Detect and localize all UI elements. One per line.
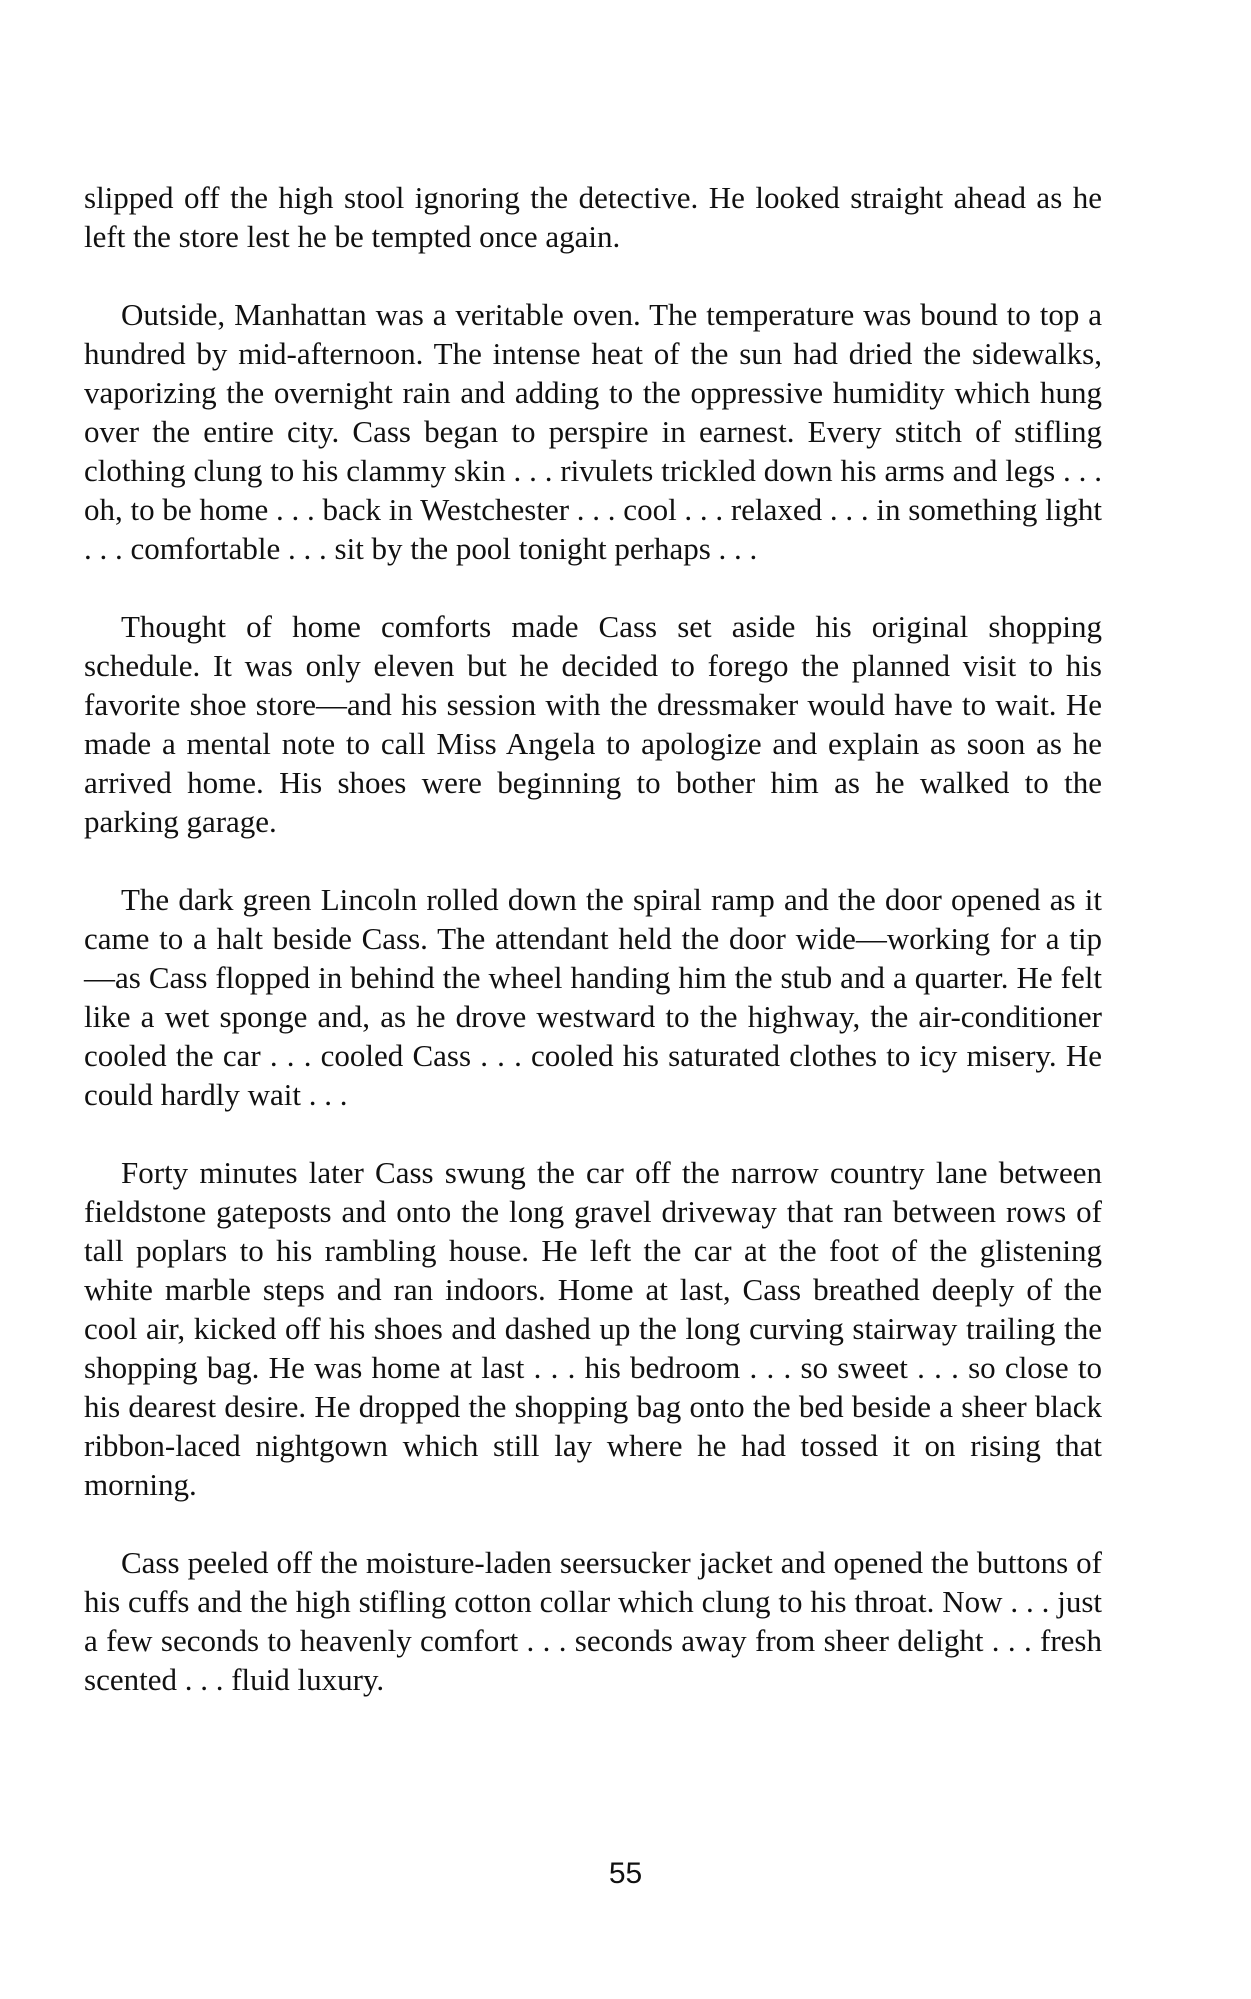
- body-text: [84, 178, 1102, 1738]
- paragraph-seersucker: Cass peeled off the moisture-laden seersucker jacket and opened the buttons of his cuffs and the high stifling cotton collar which clung to his throat. Now . . . just a few seconds to heavenly comfort . . . seconds away from sheer delight . . . fresh scented . . . fluid luxury.: [84, 1545, 1102, 1697]
- paragraph-home-comforts: Thought of home comforts made Cass set aside his original shopping schedule. It was only eleven but he decided to forego the planned visit to his favorite shoe store—and his session with the dressmaker would have to wait. He made a mental note to call Miss Angela to apologize and explain as soon as he arrived home. His shoes were beginning to bother him as he walked to the parking garage.: [84, 609, 1102, 839]
- paragraph-outside-manhattan: Outside, Manhattan was a veritable oven. The temperature was bound to top a hundred by mid-afternoon. The intense heat of the sun had dried the sidewalks, vaporizing the overnight rain and adding to the oppressive humidity which hung over the entire city. Cass began to perspire in earnest. Every stitch of stifling clothing clung to his clammy skin . . . rivulets trickled down his arms and legs . . . oh, to be home . . . back in Westchester . . . cool . . . relaxed . . . in something light . . . comfortable . . . sit by the pool tonight perhaps . . .: [84, 297, 1103, 566]
- page-number: 55: [608, 1857, 643, 1890]
- paragraph-lincoln: The dark green Lincoln rolled down the spiral ramp and the door opened as it came to a halt beside Cass. The attendant held the door wide—working for a tip—as Cass flopped in behind the wheel handing him the stub and a quarter. He felt like a wet sponge and, as he drove westward to the highway, the air-conditioner cooled the car . . . cooled Cass . . . cooled his saturated clothes to icy misery. He could hardly wait . . .: [84, 882, 1102, 1112]
- paragraph-forty-minutes: Forty minutes later Cass swung the car off the narrow country lane between fieldstone gateposts and onto the long gravel driveway that ran between rows of tall poplars to his rambling house. He left the car at the foot of the glistening white marble steps and ran indoors. Home at last, Cass breathed deeply of the cool air, kicked off his shoes and dashed up the long curving stairway trailing the shopping bag. He was home at last . . . his bedroom . . . so sweet . . . so close to his dearest desire. He dropped the shopping bag onto the bed beside a sheer black ribbon-laced nightgown which still lay where he had tossed it on rising that morning.: [84, 1155, 1102, 1502]
- paragraph-continuation: slipped off the high stool ignoring the detective. He looked straight ahead as he left the store lest he be tempted once again.: [84, 180, 1102, 254]
